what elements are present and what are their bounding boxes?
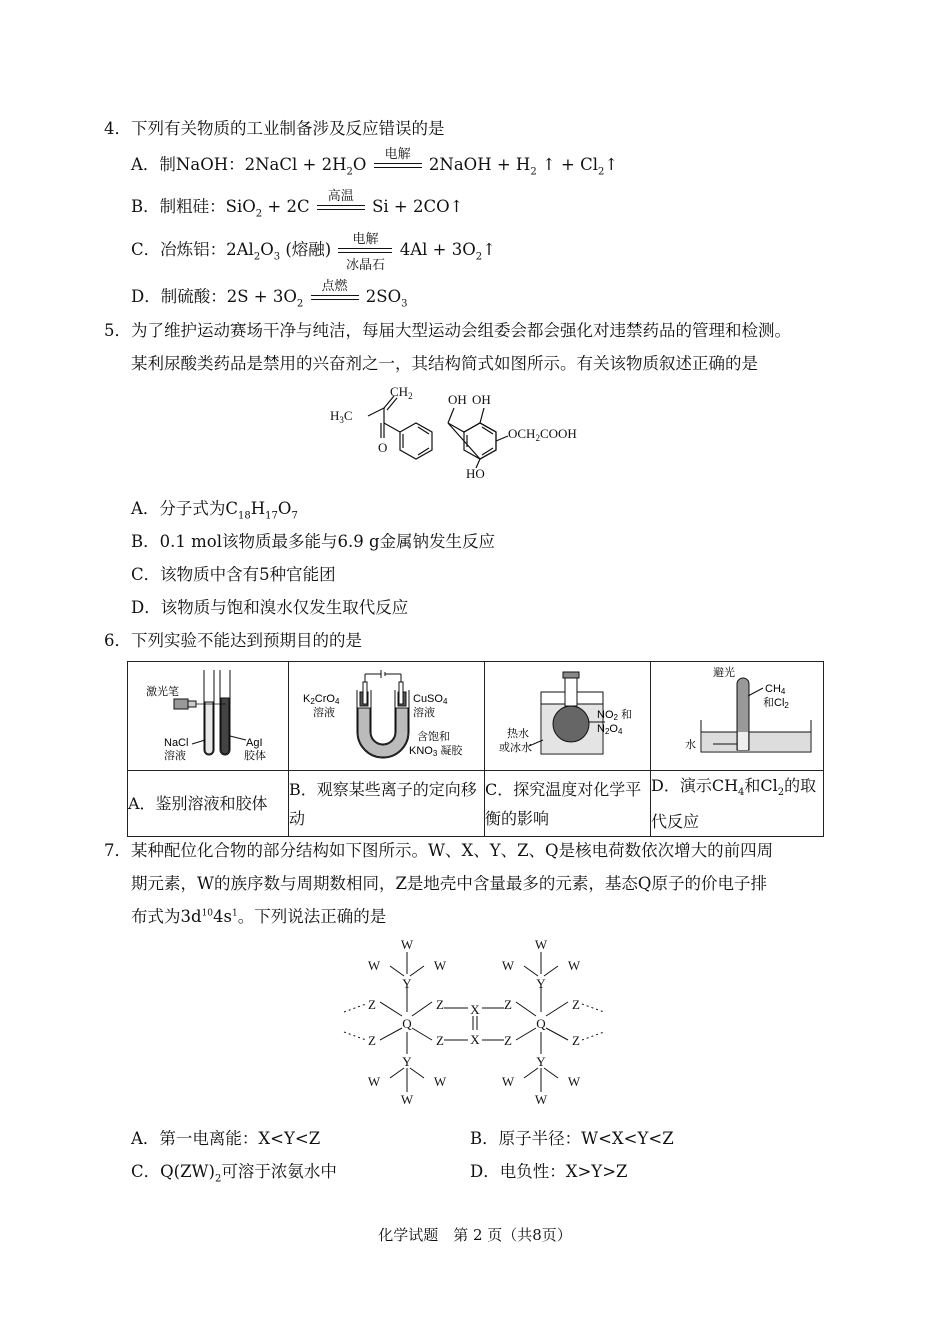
kno3-gel-label: KNO3 凝胶 bbox=[409, 745, 463, 758]
h3c-label: $H_3C$ bbox=[330, 408, 353, 425]
atom-w: W bbox=[367, 1074, 381, 1089]
atom-w: W bbox=[433, 958, 447, 973]
atom-z: Z bbox=[368, 997, 376, 1012]
q7-coordination-structure bbox=[340, 936, 610, 1108]
agi-colloid-label: 胶体 bbox=[244, 750, 266, 762]
carbonyl-o-label: O bbox=[378, 440, 388, 455]
atom-w: W bbox=[400, 1092, 414, 1107]
cuso4-solution-label: 溶液 bbox=[413, 707, 435, 719]
reaction-condition: 高温 bbox=[317, 205, 365, 210]
water-label: 水 bbox=[685, 739, 696, 751]
q4-option-a: A．制NaOH：2NaCl + $2H_2O$ 电解 2NaOH + $H_2$ ↑ + $Cl_2↑$ bbox=[131, 147, 619, 178]
atom-w: W bbox=[400, 937, 414, 952]
caption-c: C．探究温度对化学平衡的影响 bbox=[485, 771, 651, 837]
q7-option-c: C．$Q(ZW)_2$可溶于浓氨水中 bbox=[131, 1162, 337, 1185]
atom-x: X bbox=[470, 1032, 480, 1047]
nacl-solution-label: 溶液 bbox=[164, 750, 186, 762]
atom-x: X bbox=[470, 1002, 480, 1017]
laser-pen-label: 激光笔 bbox=[146, 686, 179, 698]
k2cro4-label: K2CrO4 bbox=[303, 693, 340, 706]
hot-water-label: 热水 bbox=[507, 728, 529, 740]
cl2-label: 和Cl2 bbox=[763, 697, 789, 710]
avoid-light-label: 避光 bbox=[713, 667, 735, 679]
q5-stem-line2: 某利尿酸类药品是禁用的兴奋剂之一，其结构简式如图所示。有关该物质叙述正确的是 bbox=[131, 354, 758, 373]
ch2-label: $CH_2$ bbox=[390, 384, 413, 401]
oh-label-2: OH bbox=[472, 392, 491, 407]
page-footer: 化学试题 第 2 页（共8页） bbox=[378, 1226, 572, 1244]
reaction-condition: 点燃 bbox=[311, 295, 359, 300]
oh-label-1: OH bbox=[448, 392, 467, 407]
atom-z: Z bbox=[504, 997, 512, 1012]
q7-stem-line2: 期元素，W的族序数与周期数相同，Z是地壳中含量最多的元素，基态Q原子的价电子排 bbox=[131, 874, 767, 893]
q5-stem-line1: 5．为了维护运动赛场干净与纯洁，每届大型运动会组委会都会强化对违禁药品的管理和检测。 bbox=[104, 321, 791, 340]
q4-option-c: C．冶炼铝：$2Al_2O_3$ (熔融) 电解 冰晶石 $4Al + 3O_2↑$ bbox=[131, 232, 496, 273]
caption-d: D．演示$CH_4$和$Cl_2$的取代反应 bbox=[651, 771, 824, 837]
cuso4-label: CuSO4 bbox=[413, 693, 448, 706]
q4-option-b: B．制粗硅：SiO$_2$ + 2C 高温 Si + 2CO↑ bbox=[131, 189, 464, 220]
q6-experiment-table bbox=[127, 661, 824, 837]
atom-z: Z bbox=[436, 1033, 444, 1048]
atom-w: W bbox=[567, 958, 581, 973]
atom-w: W bbox=[534, 1092, 548, 1107]
atom-y: Y bbox=[536, 976, 546, 991]
atom-y: Y bbox=[402, 976, 412, 991]
q7-option-b: B．原子半径：W<X<Y<Z bbox=[470, 1129, 674, 1148]
q5-option-b: B．0.1 mol该物质最多能与6.9 g金属钠发生反应 bbox=[131, 532, 496, 551]
atom-w: W bbox=[567, 1074, 581, 1089]
atom-z: Z bbox=[504, 1033, 512, 1048]
atom-w: W bbox=[501, 958, 515, 973]
q7-stem-line3: 布式为$3d^{10}4s^1$。下列说法正确的是 bbox=[131, 907, 387, 926]
q4-option-d: D．制硫酸：$2S + 3O_2$ 点燃 $2SO_3$ bbox=[131, 279, 408, 310]
q7-option-a: A．第一电离能：X<Y<Z bbox=[131, 1129, 321, 1148]
q4-stem: 4．下列有关物质的工业制备涉及反应错误的是 bbox=[104, 119, 445, 138]
q5-option-d: D．该物质与饱和溴水仅发生取代反应 bbox=[131, 598, 409, 617]
saturated-label: 含饱和 bbox=[417, 731, 450, 743]
atom-w: W bbox=[367, 958, 381, 973]
ocooh-label: $OCH_2COOH$ bbox=[508, 426, 577, 443]
atom-w: W bbox=[534, 937, 548, 952]
experiment-b-figure bbox=[289, 662, 485, 771]
atom-z: Z bbox=[572, 997, 580, 1012]
agi-label: AgI bbox=[246, 737, 263, 749]
ch4-label: CH4 bbox=[765, 683, 786, 696]
k2cro4-solution-label: 溶液 bbox=[313, 707, 335, 719]
atom-y: Y bbox=[402, 1054, 412, 1069]
ice-water-label: 或冰水 bbox=[499, 742, 532, 754]
q5-structure-diagram bbox=[330, 380, 630, 480]
atom-w: W bbox=[433, 1074, 447, 1089]
q7-option-d: D．电负性：X>Y>Z bbox=[470, 1162, 628, 1181]
atom-z: Z bbox=[572, 1033, 580, 1048]
no2-label: NO2 和 bbox=[597, 709, 633, 722]
nacl-label: NaCl bbox=[164, 737, 189, 749]
q7-stem-line1: 7．某种配位化合物的部分结构如下图所示。W、X、Y、Z、Q是核电荷数依次增大的前四周 bbox=[104, 841, 774, 860]
n2o4-label: N2O4 bbox=[597, 723, 623, 736]
atom-w: W bbox=[501, 1074, 515, 1089]
experiment-c-figure bbox=[485, 662, 651, 771]
q6-stem: 6．下列实验不能达到预期目的的是 bbox=[104, 631, 362, 650]
reaction-condition: 电解 bbox=[374, 163, 422, 168]
caption-a: A．鉴别溶液和胶体 bbox=[128, 771, 289, 837]
ho-label: HO bbox=[466, 466, 485, 480]
experiment-a-figure bbox=[128, 662, 289, 771]
q5-option-a: A．分子式为$C_{18}H_{17}O_7$ bbox=[131, 499, 298, 522]
experiment-d-figure bbox=[651, 662, 824, 771]
atom-q: Q bbox=[536, 1016, 546, 1031]
reaction-condition: 电解 冰晶石 bbox=[338, 248, 392, 253]
atom-y: Y bbox=[536, 1054, 546, 1069]
caption-b: B．观察某些离子的定向移动 bbox=[289, 771, 485, 837]
atom-q: Q bbox=[402, 1016, 412, 1031]
q5-option-c: C．该物质中含有5种官能团 bbox=[131, 565, 336, 584]
atom-z: Z bbox=[368, 1033, 376, 1048]
atom-z: Z bbox=[436, 997, 444, 1012]
